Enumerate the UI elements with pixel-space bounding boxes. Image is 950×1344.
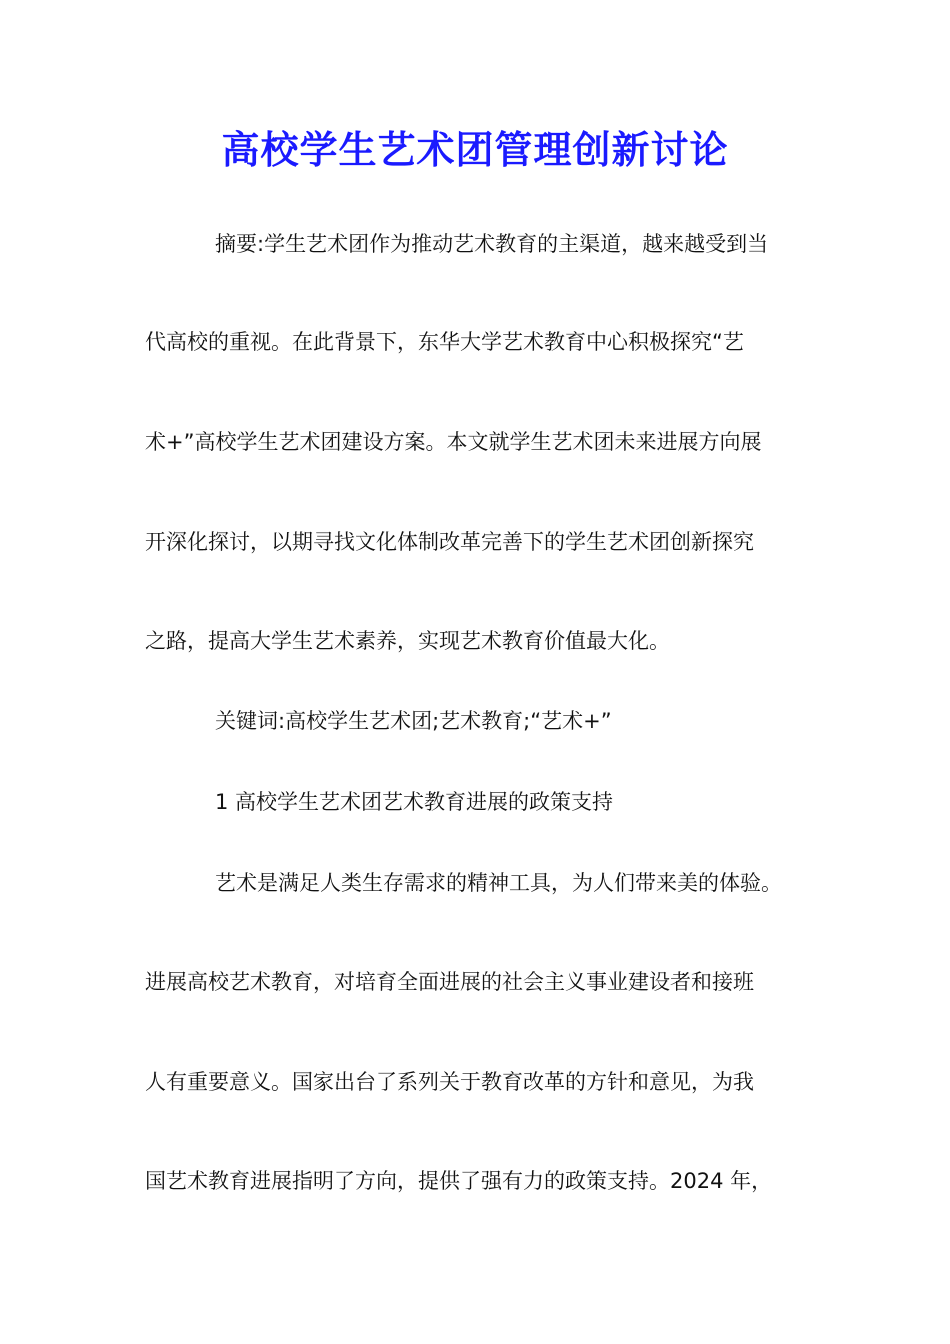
body-line-4: 国艺术教育进展指明了方向，提供了强有力的政策支持。2024 年， — [145, 1169, 773, 1193]
body-line-3: 人有重要意义。国家出台了系列关于教育改革的方针和意见，为我 — [145, 1070, 754, 1094]
abstract-line-4: 开深化探讨，以期寻找文化体制改革完善下的学生艺术团创新探究 — [145, 530, 754, 554]
abstract-line-3: 术+”高校学生艺术团建设方案。本文就学生艺术团未来进展方向展 — [145, 430, 762, 454]
body-line-1: 艺术是满足人类生存需求的精神工具，为人们带来美的体验。 — [215, 871, 782, 895]
section-heading: 1 高校学生艺术团艺术教育进展的政策支持 — [215, 790, 614, 814]
abstract-line-5: 之路，提高大学生艺术素养，实现艺术教育价值最大化。 — [145, 629, 670, 653]
abstract-line-1: 摘要:学生艺术团作为推动艺术教育的主渠道，越来越受到当 — [215, 232, 769, 256]
body-line-2: 进展高校艺术教育，对培育全面进展的社会主义事业建设者和接班 — [145, 970, 754, 994]
document-title: 高校学生艺术团管理创新讨论 — [221, 127, 729, 172]
keywords-line: 关键词:高校学生艺术团;艺术教育;“艺术+” — [215, 709, 612, 733]
abstract-line-2: 代高校的重视。在此背景下，东华大学艺术教育中心积极探究“艺 — [145, 330, 744, 354]
